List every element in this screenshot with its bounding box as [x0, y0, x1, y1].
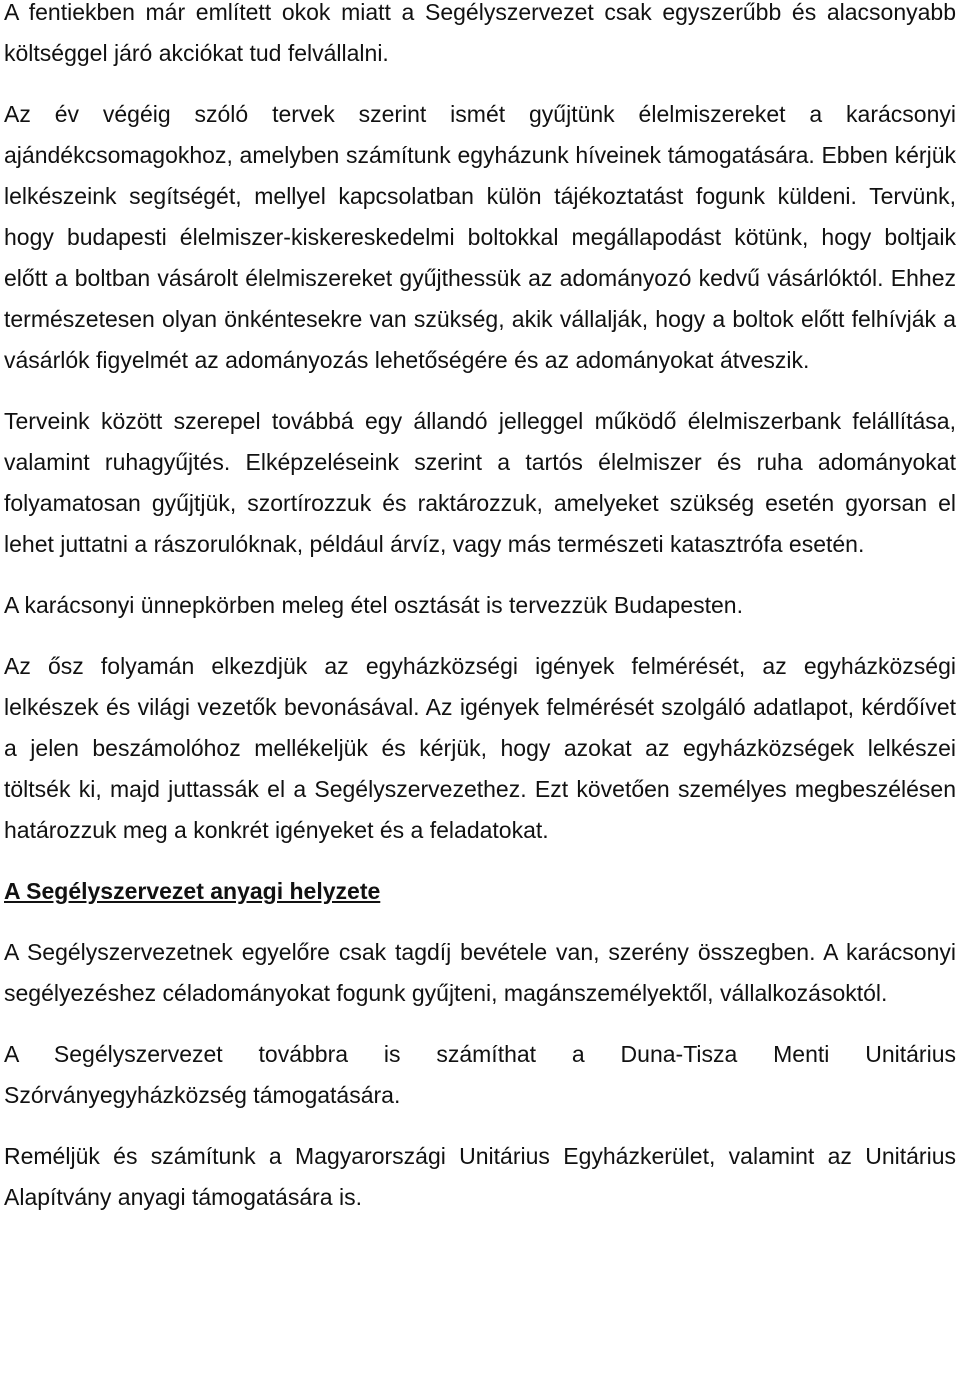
paragraph-support-church: Reméljük és számítunk a Magyarországi Unitárius Egyházkerület, valamint az Unitárius Alapítvány anyagi támogatására is. — [4, 1143, 956, 1210]
paragraph-food-collection: Az év végéig szóló tervek szerint ismét gyűjtünk élelmiszereket a karácsonyi ajándékcsomagokhoz, amelyben számítunk egyházunk híveinek támogatására. Ebben kérjük lelkészeink segítségét, mellyel kapcsolatban külön tájékoztatást fogunk küldeni. Tervünk, hogy budapesti élelmiszer-kiskereskedelmi boltokkal megállapodást kötünk, hogy boltjaik előtt a boltban vásárolt élelmiszereket gyűjthessük az adományozó kedvű vásárlóktól. Ehhez természetesen olyan önkéntesekre van szükség, akik vállalják, hogy a boltok előtt felhívják a vásárlók figyelmét az adományozás lehetőségére és az adományokat átveszik. — [4, 101, 956, 373]
paragraph-support-duna-tisza: A Segélyszervezet továbbra is számíthat a Duna-Tisza Menti Unitárius Szórványegyházközség támogatására. — [4, 1041, 956, 1108]
section-heading-finances: A Segélyszervezet anyagi helyzete — [4, 878, 381, 904]
paragraph-needs-survey: Az ősz folyamán elkezdjük az egyházközségi igények felmérését, az egyházközségi lelkészek és világi vezetők bevonásával. Az igények felmérését szolgáló adatlapot, kérdőívet a jelen beszámolóhoz mellékeljük és kérjük, hogy azokat az egyházközségek lelkészei töltsék ki, majd juttassák el a Segélyszervezethez. Ezt követően személyes megbeszélésen határozzuk meg a konkrét igényeket és a feladatokat. — [4, 653, 956, 843]
paragraph-christmas-meal: A karácsonyi ünnepkörben meleg étel osztását is tervezzük Budapesten. — [4, 592, 743, 618]
paragraph-food-bank: Terveink között szerepel továbbá egy állandó jelleggel működő élelmiszerbank felállítása, valamint ruhagyűjtés. Elképzeléseink szerint a tartós élelmiszer és ruha adományokat folyamatosan gyűjtjük, szortírozzuk és raktározzuk, amelyeket szükség esetén gyorsan el lehet juttatni a rászorulóknak, például árvíz, vagy más természeti katasztrófa esetén. — [4, 408, 956, 557]
paragraph-intro: A fentiekben már említett okok miatt a Segélyszervezet csak egyszerűbb és alacsonyabb költséggel járó akciókat tud felvállalni. — [4, 0, 956, 66]
paragraph-income: A Segélyszervezetnek egyelőre csak tagdíj bevétele van, szerény összegben. A karácsonyi segélyezéshez céladományokat fogunk gyűjteni, magánszemélyektől, vállalkozásoktól. — [4, 939, 956, 1006]
